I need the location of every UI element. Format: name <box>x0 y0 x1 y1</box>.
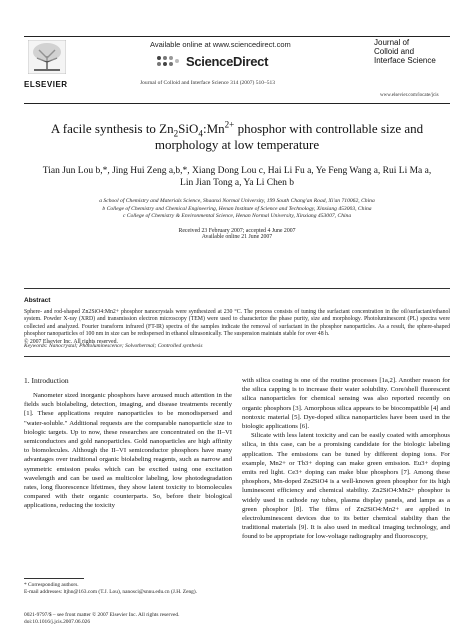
journal-name-line: Journal of <box>374 38 410 47</box>
affiliation-item: b College of Chemistry and Chemical Engineering, Henan Institute of Science and Technology, Xinxiang 453003, China <box>102 205 372 212</box>
doi-line: doi:10.1016/j.jcis.2007.06.026 <box>24 619 91 626</box>
journal-name-line: Colloid and <box>374 47 415 56</box>
abstract-bottom-rule <box>24 356 450 357</box>
corresponding-author-note: * Corresponding authors. <box>24 582 79 588</box>
authors-line-1: Tian Jun Lou b,*, Jing Hui Zeng a,b,*, Xiang Dong Lou c, Hai Li Fu a, Ye Feng Wang a, Rui Li Ma a, <box>42 166 432 176</box>
publisher-name: ELSEVIER <box>24 80 68 89</box>
sciencedirect-wordmark: ScienceDirect <box>186 54 269 69</box>
abstract-body <box>24 309 450 346</box>
doi-block <box>24 612 232 626</box>
received-dates <box>24 228 450 240</box>
section-heading: 1. Introduction <box>24 376 69 385</box>
left-column <box>24 391 232 511</box>
footnotes <box>24 582 232 596</box>
affiliation-item: a School of Chemistry and Materials Science, Shaanxi Normal University, 199 South Chang'an Road, Xi'an 710062, China <box>99 198 375 204</box>
online-date-line: Available online 21 June 2007 <box>201 234 273 240</box>
title-line-1: A facile synthesis to $Zn_2SiO_4:Mn^{2+}$ phosphor with controllable size and <box>50 119 424 139</box>
authors-line-2: Lin Jian Tong a, Ya Li Chen b <box>180 178 294 188</box>
abstract-heading: Abstract <box>24 297 51 304</box>
abstract-text: Sphere- and rod-shaped Zn2SiO4:Mn2+ phosphor nanocrystals were synthesized at 230 °C. The process consists of tuning the surfactant concentration in the oil/surfactant/ethanol system. Powder X-ray (XRD) and transmission electron microscopy (TEM) were used to characterize the phase purity, size and morphology. Photoluminescent (PL) spectra were collected and analyzed. Fourier transform infrared (FT-IR) spectra of the samples indicate the removal of surfactant in the phosphor nanoparticles. As a result, the sphere-shaped phosphor nanoparticles of 100 nm in size can be redispersed in ethanol ultrasonically. The suspension maintain stable for over 48 h. <box>24 309 450 338</box>
available-online-text: Available online at www.sciencedirect.com <box>150 40 291 49</box>
abstract-copyright: © 2007 Elsevier Inc. All rights reserved. <box>24 338 118 345</box>
journal-reference: Journal of Colloid and Interface Science 314 (2007) 510–513 <box>140 80 276 86</box>
header-bottom-rule <box>24 103 450 104</box>
elsevier-tree-logo-icon <box>28 40 66 74</box>
received-line: Received 23 February 2007; accepted 4 June 2007 <box>178 228 296 234</box>
article-title <box>24 121 450 153</box>
header-top-rule <box>24 36 450 37</box>
affiliations <box>40 198 434 221</box>
sciencedirect-logo-icon <box>155 54 183 70</box>
abstract-top-rule <box>24 288 450 289</box>
paragraph: Silicate with less latent toxicity and can be easily coated with amorphous silica, in this case, can be a promising candidate for the biologic labeling application. The emissions can be tuned by different doping ions. For example, Mn2+ or Tb3+ doping can make green emission. Eu3+ doping emits red light. Ce3+ doping can make blue phosphors [7]. Among these phosphors, Mn-doped Zn2SiO4 is a well-known green phosphor for its high luminescent efficiency and chemical stability. Zn2SiO4:Mn2+ phosphor is widely used in cathode ray tubes, plasma display panels, and lamps as a green phosphor [8]. The films of Zn2SiO4:Mn2+ are applied in electroluminescent devices due to its better chemical stability than the traditional materials [9]. It is also used in medical imaging technology, and found to be appropriate for low-voltage radiography and fluoroscopy, <box>242 432 450 541</box>
right-column <box>242 376 450 542</box>
journal-name-line: Interface Science <box>374 56 436 65</box>
keywords-line: Keywords: Nanocrystal; Photoluminescence; Solvothermal; Controlled synthesis <box>24 343 203 349</box>
paragraph: with silica coating is one of the routine processes [1a,2]. Another reason for the silica capping is to increase their water solubility. Core/shell fluorescent silica nanoparticles for chemical sensing was also reported recently on organic phosphors [3]. Amorphous silica appears to be biocompatible [4] and nontoxic material [5]. Dye-doped silica nanoparticles have been used in the biologic applications [6]. <box>242 377 450 431</box>
journal-name-block <box>374 38 446 65</box>
footnote-rule <box>24 578 84 579</box>
email-addresses: E-mail addresses: ltjhn@163.com (T.J. Lou), nanosci@snnu.edu.cn (J.H. Zeng). <box>24 589 198 596</box>
title-line-2: morphology at low temperature <box>154 137 320 152</box>
paragraph: Nanometer sized inorganic phosphors have aroused much attention in the fields such biolabeling, detection, imaging, and disease treatments recently [1]. These applications require nanoparticles to be monodispersed and "water-soluble." Additional requests are the comparable nanoparticle size to biologic targets. Up to now, these researches are concentrated on the II–VI semiconductors and gold nanoparticles. Gold nanoparticles are high affinity to biomolecules. Although the II–VI semiconductor phosphors have many advantages over traditional organic biolabeling reagents, such as narrow and symmetric emission peaks which can be excited using one excitation wavelength and can be used as multicolor labeling, low photodegradation rates, long fluorescence lifetimes, they show latent toxicity to biomolecules compared with their organic counterparts. So, before their biological applications, reducing the toxicity <box>24 392 232 510</box>
affiliation-item: c College of Chemistry & Environmental Science, Henan Normal University, Xinxiang 453007, China <box>122 213 352 219</box>
journal-url-link[interactable]: www.elsevier.com/locate/jcis <box>380 93 439 98</box>
author-list <box>24 165 450 189</box>
issn-line: 0021-9797/$ – see front matter © 2007 Elsevier Inc. All rights reserved. <box>24 612 180 618</box>
